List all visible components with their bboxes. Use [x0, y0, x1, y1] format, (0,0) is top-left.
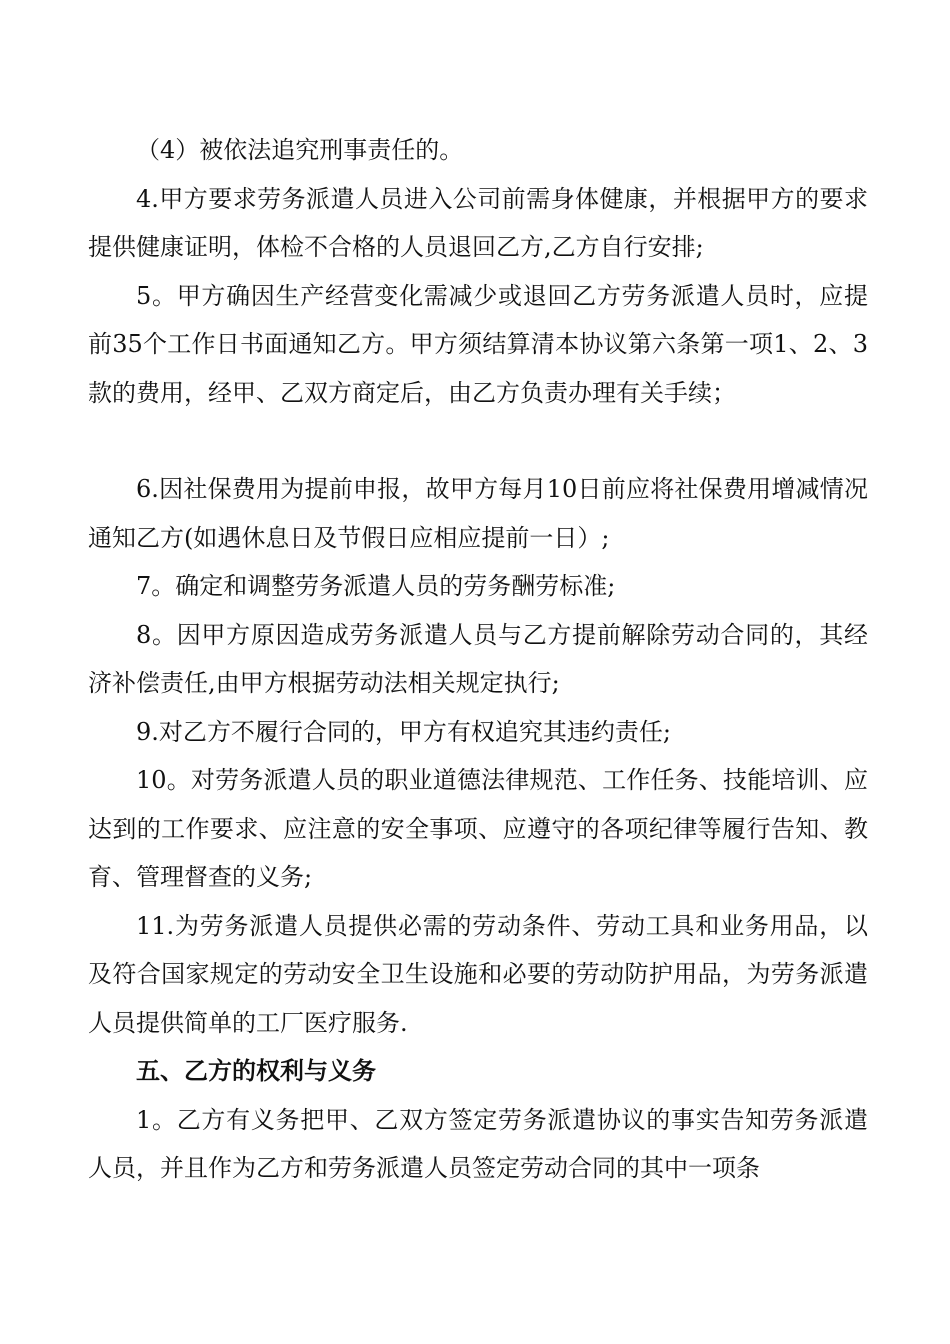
paragraph-social-insurance: 6.因社保费用为提前申报，故甲方每月10日前应将社保费用增减情况通知乙方(如遇休息日及节假日应相应提前一日）;	[88, 475, 868, 552]
paragraph-contract-termination: 8。因甲方原因造成劳务派遣人员与乙方提前解除劳动合同的，其经济补偿责任,由甲方根据劳动法相关规定执行;	[88, 620, 868, 697]
document-body	[88, 126, 868, 1193]
paragraph-criminal-liability: （4）被依法追究刑事责任的。	[136, 136, 464, 164]
paragraph-pay-standard: 7。确定和调整劳务派遣人员的劳务酬劳标准;	[136, 572, 616, 600]
paragraph-reduce-staff-notice: 5。甲方确因生产经营变化需减少或退回乙方劳务派遣人员时，应提前35个工作日书面通知乙方。甲方须结算清本协议第六条第一项1、2、3款的费用，经甲、乙双方商定后，由乙方负责办理有关手续；	[88, 281, 868, 407]
section-heading: 五、乙方的权利与义务	[136, 1057, 376, 1085]
paragraph-health-certificate: 4.甲方要求劳务派遣人员进入公司前需身体健康，并根据甲方的要求提供健康证明，体检不合格的人员退回乙方,乙方自行安排;	[88, 184, 868, 261]
blank-line	[88, 417, 868, 465]
paragraph-breach-liability: 9.对乙方不履行合同的，甲方有权追究其违约责任;	[136, 717, 671, 746]
paragraph-working-conditions: 11.为劳务派遣人员提供必需的劳动条件、劳动工具和业务用品，以及符合国家规定的劳动安全卫生设施和必要的劳动防护用品，为劳务派遣人员提供简单的工厂医疗服务.	[88, 911, 868, 1037]
paragraph-party-b-obligation: 1。乙方有义务把甲、乙双方签定劳务派遣协议的事实告知劳务派遣人员，并且作为乙方和劳务派遣人员签定劳动合同的其中一项条	[88, 1105, 868, 1182]
paragraph-duty-to-inform: 10。对劳务派遣人员的职业道德法律规范、工作任务、技能培训、应达到的工作要求、应注意的安全事项、应遵守的各项纪律等履行告知、教育、管理督查的义务;	[88, 766, 868, 891]
